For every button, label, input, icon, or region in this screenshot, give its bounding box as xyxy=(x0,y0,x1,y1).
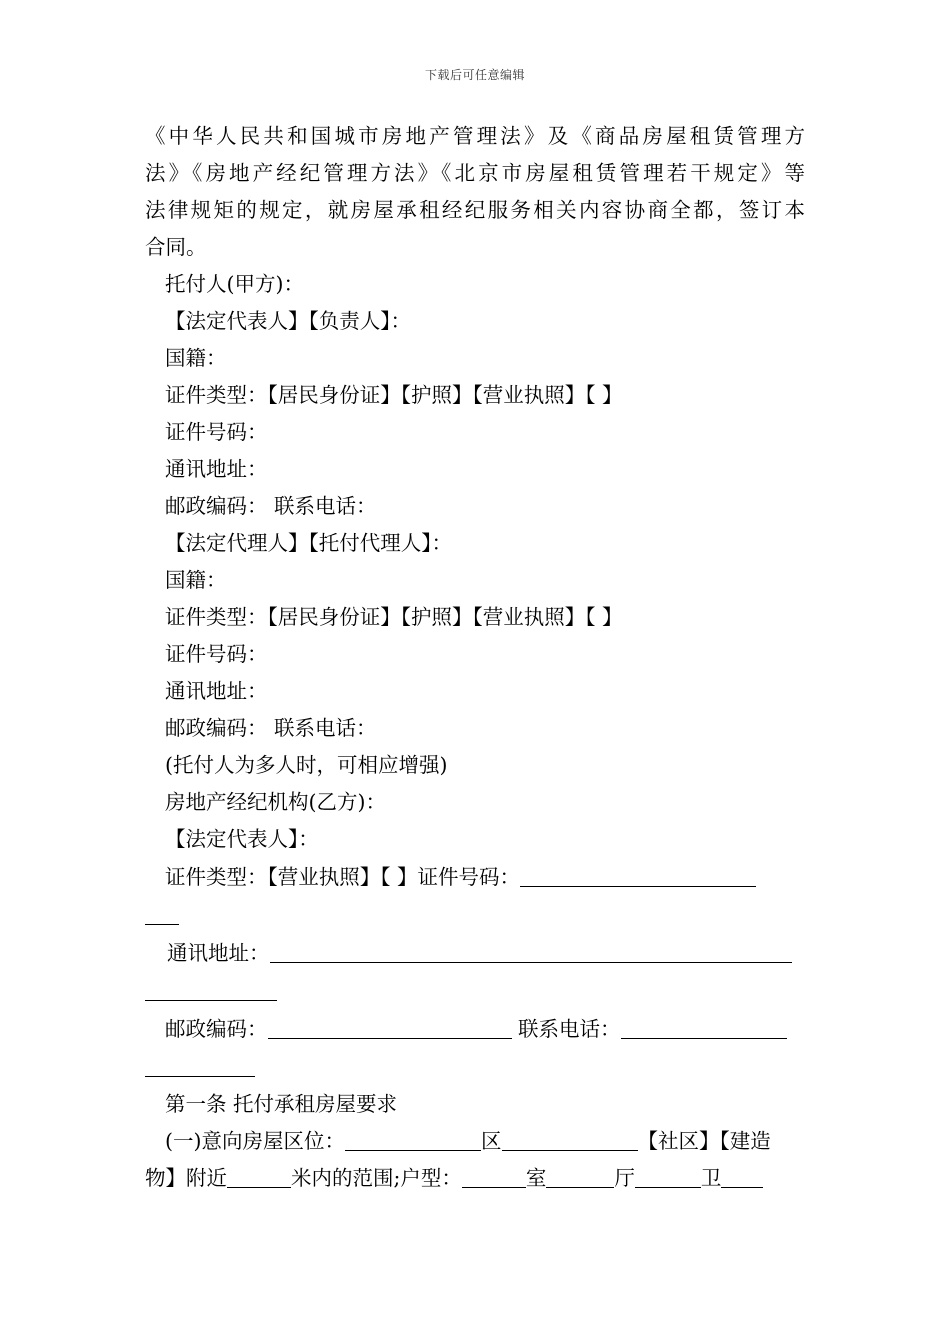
party-a-id-type: 证件类型：【居民身份证】【护照】【营业执照】【 】 xyxy=(165,383,623,407)
room-label: 室 xyxy=(525,1166,547,1190)
party-b-rep: 【法定代表人】： xyxy=(165,827,319,851)
room-count-blank xyxy=(462,1165,526,1188)
party-b-id-line-cont xyxy=(145,896,805,934)
intro-line: 《中华人民共和国城市房地产管理法》及《商品房屋租赁管理方 xyxy=(145,124,805,148)
location-city-blank xyxy=(345,1128,481,1151)
party-a-nationality: 国籍： xyxy=(165,346,227,370)
agent-a-address: 通讯地址： xyxy=(165,679,268,703)
party-b-postal-label: 邮政编码： xyxy=(165,1017,268,1041)
party-b-title: 房地产经纪机构(乙方)： xyxy=(165,790,386,814)
party-b-id-line xyxy=(145,858,805,896)
multi-party-note: (托付人为多人时，可相应增强) xyxy=(165,753,448,777)
document-body xyxy=(145,118,805,1197)
hall-label: 厅 xyxy=(614,1166,635,1190)
party-b-phone-label: 联系电话： xyxy=(511,1017,621,1041)
agent-a-title: 【法定代理人】【托付代理人】： xyxy=(165,531,452,555)
agent-a-nationality: 国籍： xyxy=(165,568,227,592)
hall-count-blank xyxy=(546,1165,614,1188)
range-label: 米内的范围;户型： xyxy=(291,1166,462,1190)
range-meters-blank xyxy=(227,1165,291,1188)
party-b-address-line xyxy=(145,934,805,972)
agent-a-id-type: 证件类型：【居民身份证】【护照】【营业执照】【 】 xyxy=(165,605,623,629)
intro-line: 法》《房地产经纪管理方法》《北京市房屋租赁管理若干规定》等 xyxy=(145,161,805,185)
intro-line: 法律规矩的规定，就房屋承租经纪服务相关内容协商全都，签订本 xyxy=(145,198,805,222)
page-header: 下载后可任意编辑 xyxy=(424,68,525,82)
intro-line: 合同。 xyxy=(145,235,207,259)
range-prefix: 物】附近 xyxy=(145,1166,227,1190)
agent-a-postal-phone: 邮政编码： 联系电话： xyxy=(165,716,377,740)
party-a-id-no: 证件号码： xyxy=(165,420,268,444)
agent-a-id-no: 证件号码： xyxy=(165,642,268,666)
party-a-address: 通讯地址： xyxy=(165,457,268,481)
party-b-phone-blank xyxy=(621,1016,787,1039)
location-district-label: 区 xyxy=(481,1129,502,1153)
bath-trailing-blank xyxy=(721,1165,763,1188)
party-b-address-label: 通讯地址： xyxy=(167,941,270,965)
party-a-title: 托付人(甲方)： xyxy=(165,272,304,296)
party-b-id-type-label: 证件类型：【营业执照】【 】证件号码： xyxy=(165,865,521,889)
party-b-phone-blank-cont xyxy=(145,1054,255,1077)
bath-count-blank xyxy=(635,1165,701,1188)
party-b-address-blank xyxy=(270,940,792,963)
party-b-postal-blank xyxy=(268,1016,512,1039)
location-label: (一)意向房屋区位： xyxy=(165,1129,345,1153)
party-a-postal-phone: 邮政编码： 联系电话： xyxy=(165,494,377,518)
party-b-postal-line xyxy=(145,1010,805,1048)
party-b-address-blank-cont xyxy=(145,978,277,1001)
location-district-blank xyxy=(502,1128,638,1151)
party-b-phone-line-cont xyxy=(145,1048,805,1086)
article-1-range-line xyxy=(145,1160,805,1197)
party-a-rep: 【法定代表人】【负责人】： xyxy=(165,309,411,333)
party-b-id-no-blank xyxy=(520,864,756,887)
article-1-location-line xyxy=(145,1123,805,1160)
location-community-label: 【社区】【建造 xyxy=(637,1129,771,1153)
party-b-id-no-blank-cont xyxy=(145,902,179,925)
bath-label: 卫 xyxy=(700,1166,722,1190)
party-b-address-line-cont xyxy=(145,972,805,1010)
article-1-title: 第一条 托付承租房屋要求 xyxy=(165,1092,398,1116)
